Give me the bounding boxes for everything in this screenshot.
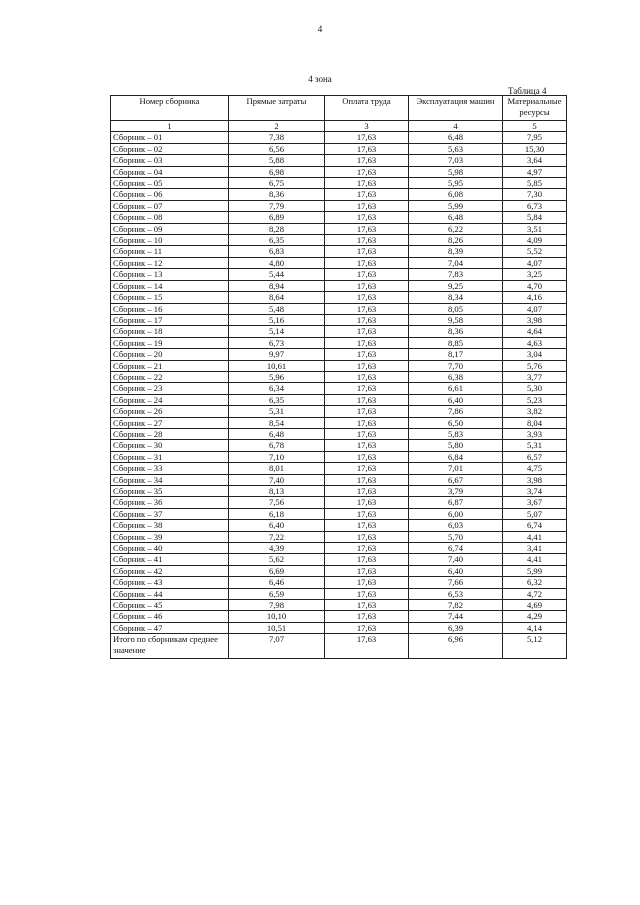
- labor-cell: 17,63: [325, 565, 409, 576]
- table-row: [111, 440, 567, 451]
- labor-cell: 17,63: [325, 200, 409, 211]
- direct-costs-cell: 8,36: [229, 189, 325, 200]
- labor-cell: 17,63: [325, 155, 409, 166]
- materials-cell: 6,32: [503, 577, 567, 588]
- direct-costs-cell: 5,44: [229, 269, 325, 280]
- labor-cell: 17,63: [325, 508, 409, 519]
- materials-cell: 6,73: [503, 200, 567, 211]
- collection-name-cell: Сборник – 42: [111, 565, 229, 576]
- labor-cell: 17,63: [325, 235, 409, 246]
- machines-cell: 5,98: [409, 166, 503, 177]
- collection-name-cell: Сборник – 09: [111, 223, 229, 234]
- labor-cell: 17,63: [325, 406, 409, 417]
- table-row: [111, 303, 567, 314]
- machines-cell: 6,67: [409, 474, 503, 485]
- materials-cell: 15,30: [503, 143, 567, 154]
- machines-cell: 6,08: [409, 189, 503, 200]
- materials-cell: 3,98: [503, 474, 567, 485]
- materials-cell: 6,74: [503, 520, 567, 531]
- machines-cell: 8,39: [409, 246, 503, 257]
- collection-name-cell: Сборник – 31: [111, 451, 229, 462]
- table-row: [111, 577, 567, 588]
- total-label: Итого по сборникам среднее значение: [111, 634, 229, 659]
- collection-name-cell: Сборник – 34: [111, 474, 229, 485]
- direct-costs-cell: 5,88: [229, 155, 325, 166]
- materials-cell: 3,93: [503, 428, 567, 439]
- collection-name-cell: Сборник – 36: [111, 497, 229, 508]
- collection-name-cell: Сборник – 44: [111, 588, 229, 599]
- direct-costs-cell: 7,56: [229, 497, 325, 508]
- machines-cell: 8,26: [409, 235, 503, 246]
- labor-cell: 17,63: [325, 451, 409, 462]
- direct-costs-cell: 5,14: [229, 326, 325, 337]
- page-number: 4: [317, 24, 323, 34]
- direct-costs-cell: 8,64: [229, 292, 325, 303]
- table-row: [111, 280, 567, 291]
- labor-cell: 17,63: [325, 303, 409, 314]
- collection-name-cell: Сборник – 02: [111, 143, 229, 154]
- table-row: [111, 611, 567, 622]
- machines-cell: 5,70: [409, 531, 503, 542]
- table-row: [111, 371, 567, 382]
- materials-cell: 3,25: [503, 269, 567, 280]
- table-row: [111, 246, 567, 257]
- table-row: [111, 474, 567, 485]
- materials-cell: 7,95: [503, 132, 567, 143]
- labor-cell: 17,63: [325, 132, 409, 143]
- direct-costs-cell: 5,48: [229, 303, 325, 314]
- machines-cell: 9,25: [409, 280, 503, 291]
- collection-name-cell: Сборник – 21: [111, 360, 229, 371]
- labor-cell: 17,63: [325, 463, 409, 474]
- table-row: [111, 554, 567, 565]
- direct-costs-cell: 8,54: [229, 417, 325, 428]
- materials-cell: 4,29: [503, 611, 567, 622]
- materials-cell: 4,07: [503, 303, 567, 314]
- table-row: [111, 326, 567, 337]
- table-row: [111, 132, 567, 143]
- materials-cell: 5,99: [503, 565, 567, 576]
- header-cell-labor: Оплата труда: [325, 96, 409, 121]
- labor-cell: 17,63: [325, 474, 409, 485]
- zone-title: 4 зона: [308, 74, 332, 84]
- labor-cell: 17,63: [325, 326, 409, 337]
- machines-cell: 6,50: [409, 417, 503, 428]
- materials-cell: 3,98: [503, 314, 567, 325]
- collection-name-cell: Сборник – 35: [111, 486, 229, 497]
- table-row: [111, 406, 567, 417]
- collection-name-cell: Сборник – 22: [111, 371, 229, 382]
- materials-cell: 4,70: [503, 280, 567, 291]
- total-value: 6,96: [409, 634, 503, 659]
- table-row: [111, 155, 567, 166]
- machines-cell: 7,04: [409, 257, 503, 268]
- direct-costs-cell: 10,51: [229, 622, 325, 633]
- machines-cell: 7,86: [409, 406, 503, 417]
- collection-name-cell: Сборник – 37: [111, 508, 229, 519]
- direct-costs-cell: 7,79: [229, 200, 325, 211]
- direct-costs-cell: 6,98: [229, 166, 325, 177]
- column-number: 2: [229, 121, 325, 132]
- table-row: [111, 486, 567, 497]
- table-row: [111, 269, 567, 280]
- materials-cell: 4,09: [503, 235, 567, 246]
- materials-cell: 5,52: [503, 246, 567, 257]
- machines-cell: 6,74: [409, 543, 503, 554]
- collection-name-cell: Сборник – 33: [111, 463, 229, 474]
- collection-name-cell: Сборник – 41: [111, 554, 229, 565]
- collection-name-cell: Сборник – 47: [111, 622, 229, 633]
- labor-cell: 17,63: [325, 622, 409, 633]
- labor-cell: 17,63: [325, 611, 409, 622]
- materials-cell: 8,04: [503, 417, 567, 428]
- collection-name-cell: Сборник – 30: [111, 440, 229, 451]
- materials-cell: 4,75: [503, 463, 567, 474]
- labor-cell: 17,63: [325, 143, 409, 154]
- materials-cell: 3,41: [503, 543, 567, 554]
- machines-cell: 8,36: [409, 326, 503, 337]
- direct-costs-cell: 6,35: [229, 235, 325, 246]
- column-number: 4: [409, 121, 503, 132]
- table-row: [111, 337, 567, 348]
- collection-name-cell: Сборник – 13: [111, 269, 229, 280]
- machines-cell: 6,61: [409, 383, 503, 394]
- table-row: [111, 143, 567, 154]
- direct-costs-cell: 5,31: [229, 406, 325, 417]
- labor-cell: 17,63: [325, 600, 409, 611]
- materials-cell: 5,85: [503, 178, 567, 189]
- total-row: [111, 634, 567, 659]
- total-value: 7,07: [229, 634, 325, 659]
- table-row: [111, 394, 567, 405]
- machines-cell: 6,84: [409, 451, 503, 462]
- direct-costs-cell: 8,28: [229, 223, 325, 234]
- table-row: [111, 212, 567, 223]
- direct-costs-cell: 6,78: [229, 440, 325, 451]
- direct-costs-cell: 7,22: [229, 531, 325, 542]
- materials-cell: 7,30: [503, 189, 567, 200]
- machines-cell: 6,03: [409, 520, 503, 531]
- labor-cell: 17,63: [325, 531, 409, 542]
- table-row: [111, 451, 567, 462]
- machines-cell: 6,87: [409, 497, 503, 508]
- materials-cell: 3,04: [503, 349, 567, 360]
- labor-cell: 17,63: [325, 394, 409, 405]
- table-row: [111, 428, 567, 439]
- materials-cell: 4,63: [503, 337, 567, 348]
- labor-cell: 17,63: [325, 166, 409, 177]
- machines-cell: 6,53: [409, 588, 503, 599]
- machines-cell: 6,39: [409, 622, 503, 633]
- machines-cell: 6,48: [409, 132, 503, 143]
- machines-cell: 8,17: [409, 349, 503, 360]
- materials-cell: 3,74: [503, 486, 567, 497]
- header-cell-machines: Эксплуатация машин: [409, 96, 503, 121]
- machines-cell: 8,85: [409, 337, 503, 348]
- collection-name-cell: Сборник – 17: [111, 314, 229, 325]
- machines-cell: 7,66: [409, 577, 503, 588]
- total-value: 17,63: [325, 634, 409, 659]
- table-row: [111, 349, 567, 360]
- collection-name-cell: Сборник – 04: [111, 166, 229, 177]
- labor-cell: 17,63: [325, 440, 409, 451]
- table-row: [111, 565, 567, 576]
- direct-costs-cell: 6,59: [229, 588, 325, 599]
- machines-cell: 8,05: [409, 303, 503, 314]
- collection-name-cell: Сборник – 01: [111, 132, 229, 143]
- labor-cell: 17,63: [325, 280, 409, 291]
- table-row: [111, 314, 567, 325]
- direct-costs-cell: 8,01: [229, 463, 325, 474]
- collection-name-cell: Сборник – 20: [111, 349, 229, 360]
- labor-cell: 17,63: [325, 269, 409, 280]
- machines-cell: 7,70: [409, 360, 503, 371]
- direct-costs-cell: 5,16: [229, 314, 325, 325]
- direct-costs-cell: 6,75: [229, 178, 325, 189]
- column-number: 1: [111, 121, 229, 132]
- collection-name-cell: Сборник – 24: [111, 394, 229, 405]
- collection-name-cell: Сборник – 43: [111, 577, 229, 588]
- direct-costs-cell: 6,48: [229, 428, 325, 439]
- table-row: [111, 497, 567, 508]
- collection-name-cell: Сборник – 07: [111, 200, 229, 211]
- labor-cell: 17,63: [325, 337, 409, 348]
- materials-cell: 6,57: [503, 451, 567, 462]
- machines-cell: 7,01: [409, 463, 503, 474]
- table-row: [111, 531, 567, 542]
- labor-cell: 17,63: [325, 417, 409, 428]
- header-cell-direct-costs: Прямые затраты: [229, 96, 325, 121]
- machines-cell: 6,00: [409, 508, 503, 519]
- labor-cell: 17,63: [325, 212, 409, 223]
- collection-name-cell: Сборник – 10: [111, 235, 229, 246]
- materials-cell: 4,14: [503, 622, 567, 633]
- materials-cell: 4,07: [503, 257, 567, 268]
- collection-name-cell: Сборник – 39: [111, 531, 229, 542]
- collection-name-cell: Сборник – 06: [111, 189, 229, 200]
- machines-cell: 3,79: [409, 486, 503, 497]
- direct-costs-cell: 6,18: [229, 508, 325, 519]
- table-row: [111, 417, 567, 428]
- collection-name-cell: Сборник – 27: [111, 417, 229, 428]
- collection-name-cell: Сборник – 15: [111, 292, 229, 303]
- machines-cell: 7,82: [409, 600, 503, 611]
- materials-cell: 5,84: [503, 212, 567, 223]
- collection-name-cell: Сборник – 14: [111, 280, 229, 291]
- collection-name-cell: Сборник – 16: [111, 303, 229, 314]
- materials-cell: 5,76: [503, 360, 567, 371]
- materials-cell: 4,41: [503, 554, 567, 565]
- direct-costs-cell: 7,40: [229, 474, 325, 485]
- labor-cell: 17,63: [325, 314, 409, 325]
- machines-cell: 7,83: [409, 269, 503, 280]
- direct-costs-cell: 8,94: [229, 280, 325, 291]
- machines-cell: 7,03: [409, 155, 503, 166]
- table-body: [111, 132, 567, 634]
- machines-cell: 8,34: [409, 292, 503, 303]
- labor-cell: 17,63: [325, 223, 409, 234]
- collection-name-cell: Сборник – 11: [111, 246, 229, 257]
- direct-costs-cell: 7,98: [229, 600, 325, 611]
- machines-cell: 6,48: [409, 212, 503, 223]
- materials-cell: 4,41: [503, 531, 567, 542]
- materials-cell: 3,51: [503, 223, 567, 234]
- materials-cell: 4,97: [503, 166, 567, 177]
- collection-name-cell: Сборник – 28: [111, 428, 229, 439]
- machines-cell: 9,58: [409, 314, 503, 325]
- direct-costs-cell: 9,97: [229, 349, 325, 360]
- materials-cell: 5,23: [503, 394, 567, 405]
- materials-cell: 4,16: [503, 292, 567, 303]
- direct-costs-cell: 6,89: [229, 212, 325, 223]
- machines-cell: 7,44: [409, 611, 503, 622]
- materials-cell: 5,30: [503, 383, 567, 394]
- materials-cell: 4,69: [503, 600, 567, 611]
- collection-name-cell: Сборник – 46: [111, 611, 229, 622]
- machines-cell: 6,38: [409, 371, 503, 382]
- materials-cell: 3,77: [503, 371, 567, 382]
- table-row: [111, 200, 567, 211]
- labor-cell: 17,63: [325, 360, 409, 371]
- direct-costs-cell: 6,73: [229, 337, 325, 348]
- materials-cell: 4,72: [503, 588, 567, 599]
- labor-cell: 17,63: [325, 554, 409, 565]
- table-row: [111, 588, 567, 599]
- machines-cell: 5,83: [409, 428, 503, 439]
- machines-cell: 5,99: [409, 200, 503, 211]
- direct-costs-cell: 8,13: [229, 486, 325, 497]
- column-number: 5: [503, 121, 567, 132]
- direct-costs-cell: 5,96: [229, 371, 325, 382]
- direct-costs-cell: 5,62: [229, 554, 325, 565]
- machines-cell: 6,40: [409, 565, 503, 576]
- table-row: [111, 292, 567, 303]
- materials-cell: 3,67: [503, 497, 567, 508]
- labor-cell: 17,63: [325, 486, 409, 497]
- labor-cell: 17,63: [325, 497, 409, 508]
- table-row: [111, 235, 567, 246]
- table-row: [111, 520, 567, 531]
- direct-costs-cell: 10,61: [229, 360, 325, 371]
- labor-cell: 17,63: [325, 577, 409, 588]
- total-value: 5,12: [503, 634, 567, 659]
- machines-cell: 5,95: [409, 178, 503, 189]
- labor-cell: 17,63: [325, 588, 409, 599]
- labor-cell: 17,63: [325, 178, 409, 189]
- table-row: [111, 463, 567, 474]
- table-row: [111, 600, 567, 611]
- collection-name-cell: Сборник – 18: [111, 326, 229, 337]
- collection-name-cell: Сборник – 40: [111, 543, 229, 554]
- collection-name-cell: Сборник – 12: [111, 257, 229, 268]
- column-number: 3: [325, 121, 409, 132]
- materials-cell: 5,31: [503, 440, 567, 451]
- table-row: [111, 543, 567, 554]
- labor-cell: 17,63: [325, 257, 409, 268]
- materials-cell: 4,64: [503, 326, 567, 337]
- direct-costs-cell: 6,40: [229, 520, 325, 531]
- collection-name-cell: Сборник – 45: [111, 600, 229, 611]
- labor-cell: 17,63: [325, 543, 409, 554]
- machines-cell: 5,63: [409, 143, 503, 154]
- labor-cell: 17,63: [325, 428, 409, 439]
- materials-cell: 3,82: [503, 406, 567, 417]
- table-row: [111, 622, 567, 633]
- direct-costs-cell: 7,10: [229, 451, 325, 462]
- table-row: [111, 360, 567, 371]
- collection-name-cell: Сборник – 38: [111, 520, 229, 531]
- direct-costs-cell: 7,38: [229, 132, 325, 143]
- direct-costs-cell: 6,34: [229, 383, 325, 394]
- direct-costs-cell: 6,46: [229, 577, 325, 588]
- table-row: [111, 508, 567, 519]
- direct-costs-cell: 10,10: [229, 611, 325, 622]
- labor-cell: 17,63: [325, 246, 409, 257]
- machines-cell: 6,40: [409, 394, 503, 405]
- collection-name-cell: Сборник – 23: [111, 383, 229, 394]
- table-header: [111, 96, 567, 132]
- labor-cell: 17,63: [325, 520, 409, 531]
- collection-name-cell: Сборник – 05: [111, 178, 229, 189]
- direct-costs-cell: 6,83: [229, 246, 325, 257]
- table-row: [111, 257, 567, 268]
- direct-costs-cell: 6,69: [229, 565, 325, 576]
- machines-cell: 7,40: [409, 554, 503, 565]
- labor-cell: 17,63: [325, 371, 409, 382]
- header-cell-collection: Номер сборника: [111, 96, 229, 121]
- table-row: [111, 383, 567, 394]
- data-table: [110, 95, 567, 659]
- table-row: [111, 166, 567, 177]
- machines-cell: 5,80: [409, 440, 503, 451]
- labor-cell: 17,63: [325, 349, 409, 360]
- header-cell-materials: Материальные ресурсы: [503, 96, 567, 121]
- direct-costs-cell: 6,35: [229, 394, 325, 405]
- collection-name-cell: Сборник – 19: [111, 337, 229, 348]
- collection-name-cell: Сборник – 08: [111, 212, 229, 223]
- table-footer: [111, 634, 567, 659]
- collection-name-cell: Сборник – 26: [111, 406, 229, 417]
- table-row: [111, 178, 567, 189]
- machines-cell: 6,22: [409, 223, 503, 234]
- labor-cell: 17,63: [325, 189, 409, 200]
- materials-cell: 5,07: [503, 508, 567, 519]
- collection-name-cell: Сборник – 03: [111, 155, 229, 166]
- direct-costs-cell: 6,56: [229, 143, 325, 154]
- table-row: [111, 189, 567, 200]
- labor-cell: 17,63: [325, 383, 409, 394]
- materials-cell: 3,64: [503, 155, 567, 166]
- labor-cell: 17,63: [325, 292, 409, 303]
- table-row: [111, 223, 567, 234]
- direct-costs-cell: 4,80: [229, 257, 325, 268]
- table-label: Таблица 4: [508, 86, 547, 96]
- direct-costs-cell: 4,39: [229, 543, 325, 554]
